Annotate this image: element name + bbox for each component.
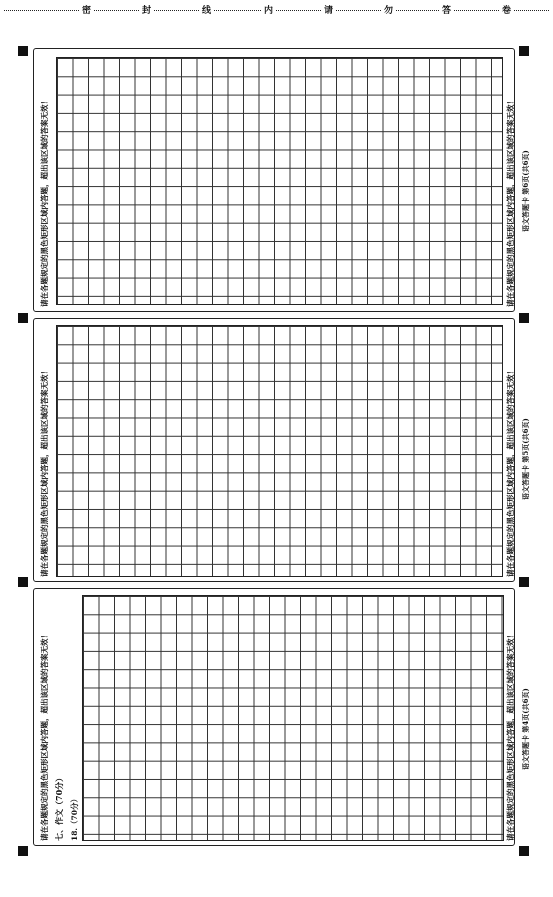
notice-bottom: 请在各题规定的黑色矩形区域内答题，超出该区域的答案无效！	[506, 631, 515, 841]
notice-top: 请在各题规定的黑色矩形区域内答题，超出该区域的答案无效！	[40, 631, 49, 841]
page-footer: 语文答题卡 第6页(共6页)	[521, 150, 530, 232]
notice-bottom: 请在各题规定的黑色矩形区域内答题，超出该区域的答案无效！	[506, 367, 515, 577]
answer-panel-page-5	[33, 318, 515, 582]
alignment-marker	[18, 846, 28, 856]
answer-panel-page-4	[33, 588, 515, 846]
composition-grid[interactable]	[82, 595, 504, 841]
composition-grid[interactable]	[56, 325, 503, 577]
seal-char: 内	[262, 3, 275, 16]
alignment-marker	[18, 46, 28, 56]
seal-char: 勿	[382, 3, 395, 16]
composition-grid[interactable]	[56, 57, 503, 305]
seal-char: 线	[200, 3, 213, 16]
section-title: 七、作文（70分）	[54, 773, 64, 841]
notice-top: 请在各题规定的黑色矩形区域内答题，超出该区域的答案无效！	[40, 97, 49, 307]
alignment-marker	[18, 313, 28, 323]
page-footer: 语文答题卡 第5页(共6页)	[521, 418, 530, 500]
alignment-marker	[519, 313, 529, 323]
page-footer: 语文答题卡 第4页(共6页)	[521, 688, 530, 770]
seal-char: 答	[440, 3, 453, 16]
question-label: 18.（70分）	[70, 795, 79, 841]
notice-bottom: 请在各题规定的黑色矩形区域内答题，超出该区域的答案无效！	[506, 97, 515, 307]
seal-char: 卷	[500, 3, 513, 16]
alignment-marker	[18, 577, 28, 587]
seal-char: 请	[322, 3, 335, 16]
alignment-marker	[519, 577, 529, 587]
seal-char: 封	[140, 3, 153, 16]
alignment-marker	[519, 46, 529, 56]
answer-panel-page-6	[33, 48, 515, 312]
seal-char: 密	[80, 3, 93, 16]
notice-top: 请在各题规定的黑色矩形区域内答题，超出该区域的答案无效！	[40, 367, 49, 577]
alignment-marker	[519, 846, 529, 856]
